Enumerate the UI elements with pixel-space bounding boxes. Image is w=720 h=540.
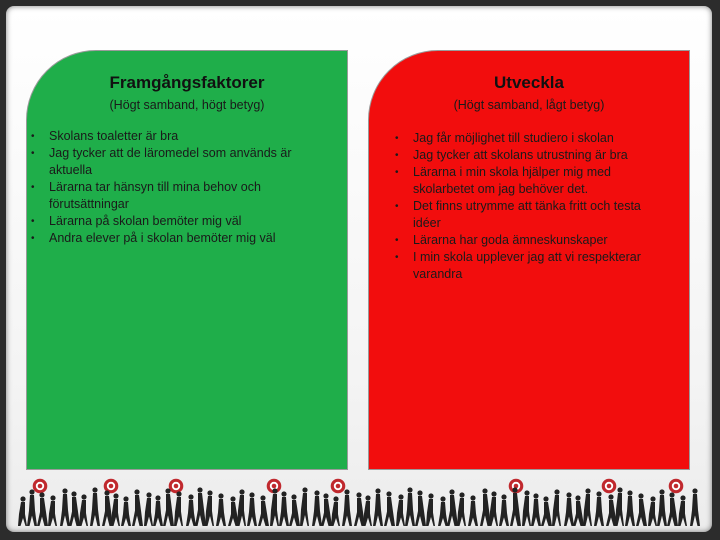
success-factors-list <box>31 128 331 247</box>
list-item: • I min skola upplever jag att vi respekterar varandra <box>395 250 641 281</box>
list-item: • Jag tycker att skolans utrustning är bra <box>395 148 628 162</box>
develop-subtitle: (Högt samband, lågt betyg) <box>453 98 605 112</box>
bullet-icon: • <box>395 201 399 212</box>
list-item: • Skolans toaletter är bra <box>31 129 179 143</box>
develop-panel <box>368 50 690 470</box>
bullet-icon: • <box>395 252 399 263</box>
bullet-icon: • <box>31 233 35 244</box>
bullet-icon: • <box>31 216 35 227</box>
success-factors-panel <box>26 50 348 470</box>
bullet-icon: • <box>31 148 35 159</box>
list-item: • Jag får möjlighet till studiero i skolan <box>395 131 614 145</box>
list-item: • Andra elever på i skolan bemöter mig väl <box>31 231 276 245</box>
slide <box>6 6 712 532</box>
list-item: • Lärarna tar hänsyn till mina behov och förutsättningar <box>31 180 261 211</box>
list-item: • Jag tycker att de läromedel som används är aktuella <box>31 146 292 177</box>
bullet-icon: • <box>395 133 399 144</box>
list-item: • Lärarna har goda ämneskunskaper <box>395 233 608 247</box>
develop-list <box>395 130 671 283</box>
list-item: • Det finns utrymme att tänka fritt och testa idéer <box>395 199 641 230</box>
bullet-icon: • <box>395 235 399 246</box>
bullet-icon: • <box>395 167 399 178</box>
success-factors-subtitle: (Högt samband, högt betyg) <box>109 98 265 112</box>
bullet-icon: • <box>395 150 399 161</box>
list-item: • Lärarna på skolan bemöter mig väl <box>31 214 242 228</box>
crowd-with-targets-icon <box>16 478 706 528</box>
list-item: • Lärarna i min skola hjälper mig med skolarbetet om jag behöver det. <box>395 165 612 196</box>
develop-title: Utveckla <box>494 73 564 92</box>
bullet-icon: • <box>31 182 35 193</box>
bullet-icon: • <box>31 131 35 142</box>
success-factors-title: Framgångsfaktorer <box>109 73 265 92</box>
